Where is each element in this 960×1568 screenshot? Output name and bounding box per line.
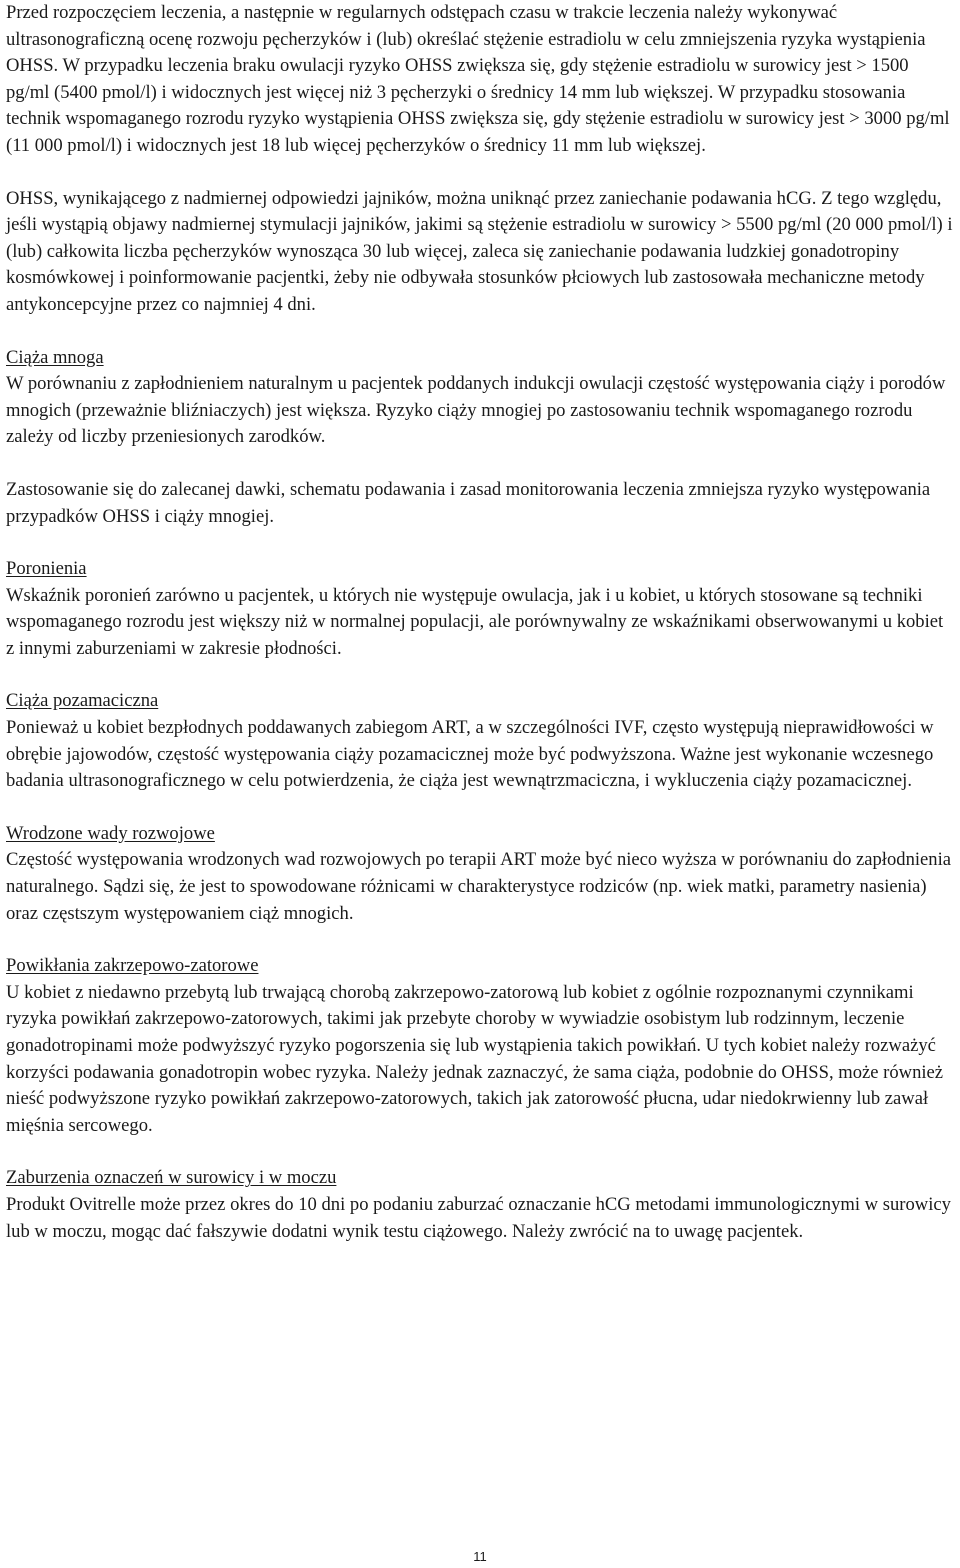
section-paragraph: Wskaźnik poronień zarówno u pacjentek, u których nie występuje owulacja, jak i u kobiet, u których stosowane są techniki wspomaganego rozrodu jest większy niż w normalnej populacji, ale porównywalny ze wskaźnikami obserwowanymi u kobiet z innymi zaburzeniami w zakresie płodności. bbox=[6, 584, 944, 659]
section-multiple-pregnancy bbox=[6, 345, 954, 531]
section-paragraph: Zastosowanie się do zalecanej dawki, schematu podawania i zasad monitorowania leczenia zmniejsza ryzyko występowania przypadków OHSS i ciąży mnogiej. bbox=[6, 478, 931, 527]
section-heading: Powikłania zakrzepowo-zatorowe bbox=[6, 955, 259, 977]
section-ectopic-pregnancy bbox=[6, 688, 954, 794]
intro-paragraph-2: OHSS, wynikającego z nadmiernej odpowiedzi jajników, można uniknąć przez zaniechanie podawania hCG. Z tego względu, jeśli wystąpią objawy nadmiernej stymulacji jajników, jakimi są stężenie estradiolu w surowicy > 5500 pg/ml (20 000 pmol/l) i (lub) całkowita liczba pęcherzyków wynosząca 30 lub więcej, zaleca się zaniechanie podawania ludzkiej gonadotropiny kosmówkowej i poinformowanie pacjentki, żeby nie odbywała stosunków płciowych lub zastosowała mechaniczne metody antykoncepcyjne przez co najmniej 4 dni. bbox=[6, 187, 953, 315]
section-assay-interference bbox=[6, 1165, 954, 1245]
section-congenital-malformations bbox=[6, 821, 954, 927]
section-paragraph: U kobiet z niedawno przebytą lub trwającą chorobą zakrzepowo-zatorową lub kobiet z ogólnie rozpoznanymi czynnikami ryzyka powikłań zakrzepowo-zatorowych, takimi jak przebyte choroby w wywiadzie osobistym lub rodzinnym, leczenie gonadotropinami może podwyższyć ryzyko pogorszenia się lub wystąpienia takich powikłań. U tych kobiet należy rozważyć korzyści podawania gonadotropin wobec ryzyka. Należy jednak zaznaczyć, że sama ciąża, podobnie do OHSS, może również nieść podwyższone ryzyko powikłań zakrzepowo-zatorowych, takich jak zatorowość płucna, udar niedokrwienny lub zawał mięśnia sercowego. bbox=[6, 981, 944, 1136]
section-heading: Zaburzenia oznaczeń w surowicy i w moczu bbox=[6, 1167, 337, 1189]
document-page bbox=[6, 0, 954, 1271]
section-paragraph: W porównaniu z zapłodnieniem naturalnym u pacjentek poddanych indukcji owulacji częstość występowania ciąży i porodów mnogich (przeważnie bliźniaczych) jest większa. Ryzyko ciąży mnogiej po zastosowaniu technik wspomaganego rozrodu zależy od liczby przeniesionych zarodków. bbox=[6, 373, 946, 448]
section-paragraph: Częstość występowania wrodzonych wad rozwojowych po terapii ART może być nieco wyższa w porównaniu do zapłodnienia naturalnego. Sądzi się, że jest to spowodowane różnicami w charakterystyce rodziców (np. wiek matki, parametry nasienia) oraz częstszym występowaniem ciąż mnogich. bbox=[6, 849, 952, 924]
section-paragraph: Produkt Ovitrelle może przez okres do 10 dni po podaniu zaburzać oznaczanie hCG metodami immunologicznymi w surowicy lub w moczu, mogąc dać fałszywie dodatni wynik testu ciążowego. Należy zwrócić na to uwagę pacjentek. bbox=[6, 1193, 951, 1242]
section-heading: Poronienia bbox=[6, 558, 87, 580]
section-heading: Wrodzone wady rozwojowe bbox=[6, 822, 215, 844]
section-thromboembolic-events bbox=[6, 953, 954, 1139]
section-heading: Ciąża mnoga bbox=[6, 346, 104, 368]
intro-paragraph-1: Przed rozpoczęciem leczenia, a następnie w regularnych odstępach czasu w trakcie leczenia należy wykonywać ultrasonograficzną ocenę rozwoju pęcherzyków i (lub) określać stężenie estradiolu w celu zmniejszenia ryzyka wystąpienia OHSS. W przypadku leczenia braku owulacji ryzyko OHSS zwiększa się, gdy stężenie estradiolu w surowicy jest > 1500 pg/ml (5400 pmol/l) i widocznych jest więcej niż 3 pęcherzyki o średnicy 14 mm lub większej. W przypadku stosowania technik wspomaganego rozrodu ryzyko wystąpienia OHSS zwiększa się, gdy stężenie estradiolu w surowicy jest > 3000 pg/ml (11 000 pmol/l) i widocznych jest 18 lub więcej pęcherzyków o średnicy 11 mm lub większej. bbox=[6, 2, 950, 156]
page-number: 11 bbox=[473, 1549, 487, 1564]
section-miscarriage bbox=[6, 556, 954, 662]
section-heading: Ciąża pozamaciczna bbox=[6, 690, 159, 712]
section-paragraph: Ponieważ u kobiet bezpłodnych poddawanych zabiegom ART, a w szczególności IVF, często występują nieprawidłowości w obrębie jajowodów, częstość występowania ciąży pozamacicznej może być podwyższona. Ważne jest wykonanie wczesnego badania ultrasonograficznego w celu potwierdzenia, że ciąża jest wewnątrzmaciczna, i wykluczenia ciąży pozamacicznej. bbox=[6, 717, 934, 792]
